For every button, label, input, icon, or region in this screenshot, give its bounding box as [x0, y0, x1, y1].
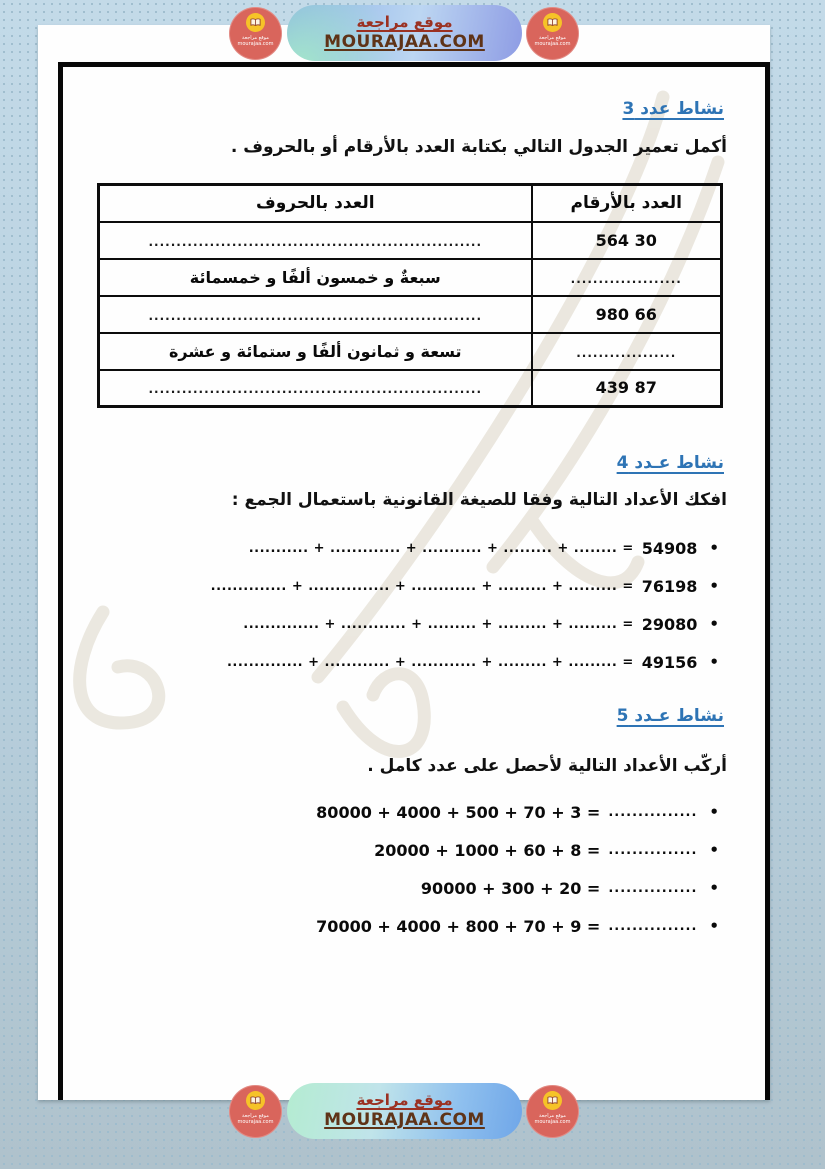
bullet-icon: • — [709, 803, 719, 821]
worksheet-frame — [58, 62, 770, 1100]
logo-title: موقع مراجعة — [242, 35, 269, 41]
header-banner — [0, 5, 825, 65]
target-number: 54908 — [641, 538, 698, 558]
blank-dots: .............. + ............ + ......... + ......... + ......... = — [243, 616, 634, 632]
blank-dots: ........... + ............. + ........... + ......... + ........ = — [248, 540, 634, 556]
bullet-icon: • — [709, 539, 719, 557]
letters-cell — [99, 222, 532, 259]
activity3-title: نشاط عدد 3 — [622, 99, 724, 119]
bullet-icon: • — [709, 879, 719, 897]
blank-dots: ............................................................ — [148, 234, 482, 249]
worksheet-paper — [38, 25, 770, 1100]
activity3-instruction: أكمل تعمير الجدول التالي بكتابة العدد بالأرقام أو بالحروف . — [230, 137, 727, 157]
target-number: 76198 — [641, 576, 698, 596]
decomposition-line — [249, 537, 719, 559]
digits-cell: 30 564 — [532, 222, 722, 259]
book-icon — [543, 1091, 562, 1110]
logo-domain: mourajaa.com — [534, 40, 571, 47]
composition-line — [421, 877, 719, 899]
decomposition-line — [243, 613, 719, 635]
composition-list — [316, 801, 719, 937]
banner-title-arabic[interactable]: موقع مراجعة — [356, 1091, 453, 1110]
bullet-icon: • — [709, 917, 719, 935]
site-logo — [229, 1085, 282, 1138]
logo-title: موقع مراجعة — [539, 35, 566, 41]
expanded-expression: 20000 + 1000 + 60 + 8 = — [374, 840, 601, 860]
decomposition-line — [227, 651, 719, 673]
site-banner-link[interactable] — [287, 5, 522, 61]
table-row — [99, 370, 722, 407]
letters-cell: تسعة و ثمانون ألفًا و ستمائة و عشرة — [99, 333, 532, 370]
bullet-icon: • — [709, 653, 719, 671]
book-icon — [246, 1091, 265, 1110]
bullet-icon: • — [709, 615, 719, 633]
blank-dots: .............. + ............ + ............ + ......... + ......... = — [226, 654, 634, 670]
letters-cell — [99, 370, 532, 407]
digits-cell: 87 439 — [532, 370, 722, 407]
table-row — [99, 333, 722, 370]
composition-line — [316, 801, 719, 823]
blank-dots: .................. — [576, 345, 677, 360]
site-logo — [526, 1085, 579, 1138]
logo-title: موقع مراجعة — [539, 1113, 566, 1119]
activity4-title: نشاط عـدد 4 — [616, 453, 724, 473]
target-number: 49156 — [641, 652, 698, 672]
activity4-instruction: افكك الأعداد التالية وفقا للصيغة القانونية باستعمال الجمع : — [231, 490, 727, 510]
letters-column-header: العدد بالحروف — [99, 185, 532, 222]
book-icon — [246, 13, 265, 32]
blank-dots: .................... — [570, 271, 682, 286]
bullet-icon: • — [709, 841, 719, 859]
expanded-expression: 70000 + 4000 + 800 + 70 + 9 = — [316, 916, 601, 936]
digits-cell — [532, 259, 722, 296]
decomposition-list — [211, 537, 719, 673]
logo-title: موقع مراجعة — [242, 1113, 269, 1119]
letters-cell: سبعةٌ و خمسون ألفًا و خمسمائة — [99, 259, 532, 296]
book-icon — [543, 13, 562, 32]
bullet-icon: • — [709, 577, 719, 595]
site-banner-link[interactable] — [287, 1083, 522, 1139]
activity5-instruction: أركّب الأعداد التالية لأحصل على عدد كامل . — [367, 756, 727, 776]
expanded-expression: 90000 + 300 + 20 = — [420, 878, 601, 898]
number-conversion-table — [97, 183, 723, 408]
logo-domain: mourajaa.com — [237, 1118, 274, 1125]
site-logo — [526, 7, 579, 60]
table-row — [99, 296, 722, 333]
blank-dots: ............... — [608, 842, 698, 858]
blank-dots: ............... — [608, 918, 698, 934]
logo-domain: mourajaa.com — [237, 40, 274, 47]
site-logo — [229, 7, 282, 60]
composition-line — [374, 839, 719, 861]
target-number: 29080 — [641, 614, 698, 634]
footer-banner — [0, 1083, 825, 1143]
blank-dots: .............. + ............... + ............ + ......... + ......... = — [210, 578, 634, 594]
blank-dots: ............... — [608, 880, 698, 896]
blank-dots: ............... — [608, 804, 698, 820]
composition-line — [316, 915, 719, 937]
blank-dots: ............................................................ — [148, 382, 482, 397]
banner-title-arabic[interactable]: موقع مراجعة — [356, 13, 453, 32]
letters-cell — [99, 296, 532, 333]
logo-domain: mourajaa.com — [534, 1118, 571, 1125]
banner-domain-link[interactable]: MOURAJAA.COM — [324, 1110, 485, 1131]
digits-column-header: العدد بالأرقام — [532, 185, 722, 222]
banner-domain-link[interactable]: MOURAJAA.COM — [324, 32, 485, 53]
table-row — [99, 259, 722, 296]
digits-cell — [532, 333, 722, 370]
activity5-title: نشاط عـدد 5 — [616, 706, 724, 726]
table-header-row — [99, 185, 722, 222]
table-row — [99, 222, 722, 259]
conversion-table-body — [99, 222, 722, 407]
blank-dots: ............................................................ — [148, 308, 482, 323]
expanded-expression: 80000 + 4000 + 500 + 70 + 3 = — [316, 802, 601, 822]
decomposition-line — [211, 575, 719, 597]
digits-cell: 66 980 — [532, 296, 722, 333]
